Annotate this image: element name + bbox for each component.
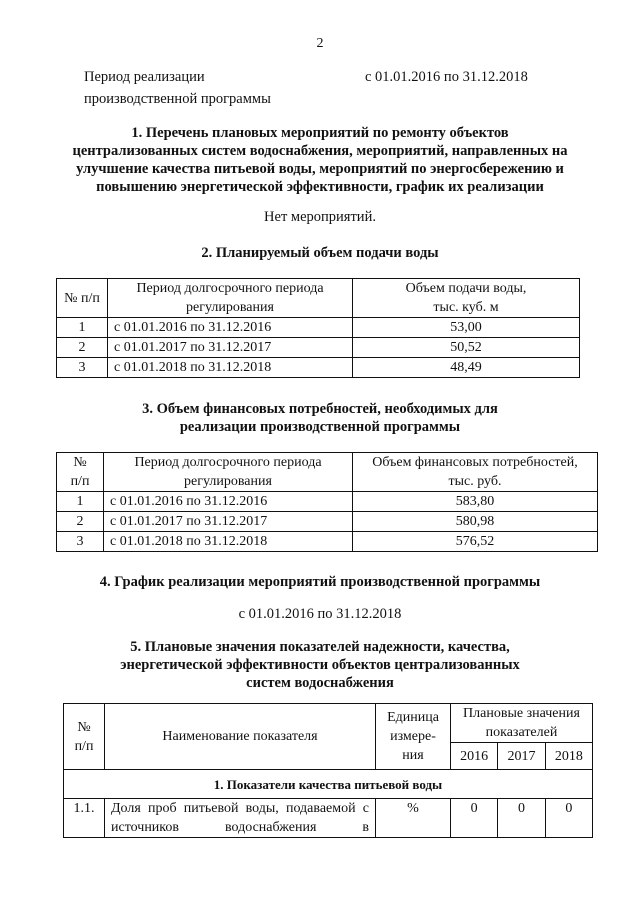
header-num: № п/п [57, 279, 108, 318]
section2-heading: 2. Планируемый объем подачи воды [201, 245, 439, 261]
table-row [57, 318, 580, 338]
row-value: 50,52 [353, 338, 580, 358]
table-row [57, 532, 598, 552]
header-num-line1: № [73, 455, 87, 470]
header-volume-line2: тыс. куб. м [433, 300, 499, 315]
row-name-line1: Доля проб питьевой воды, подаваемой с [111, 801, 369, 816]
financial-needs-table [56, 452, 598, 552]
group-row [64, 770, 593, 799]
section1-heading-line3: улучшение качества питьевой воды, мероприятий по энергосбережению и [76, 161, 564, 177]
section1-heading-line4: повышению энергетической эффективности, график их реализации [96, 179, 544, 195]
row-num: 2 [57, 338, 108, 358]
header-unit-line1: Единица [387, 710, 439, 725]
header-volume-line1: Объем подачи воды, [405, 281, 527, 296]
table-row [57, 492, 598, 512]
row-period: с 01.01.2016 по 31.12.2016 [108, 318, 353, 338]
header-planned [451, 704, 593, 743]
table-row [64, 799, 593, 838]
row-period: с 01.01.2018 по 31.12.2018 [104, 532, 353, 552]
row-value: 583,80 [353, 492, 598, 512]
table-row [57, 512, 598, 532]
row-unit: % [376, 799, 451, 838]
row-num: 1 [57, 492, 104, 512]
header-num [64, 704, 105, 770]
table-header-row [64, 704, 593, 743]
row-num: 3 [57, 358, 108, 378]
header-period [104, 453, 353, 492]
row-value-2016: 0 [451, 799, 498, 838]
period-label-line1: Период реализации [84, 69, 205, 85]
header-num-line1: № [77, 719, 91, 735]
row-num: 1.1. [64, 799, 105, 838]
header-name: Наименование показателя [105, 704, 376, 770]
header-year-2018: 2018 [545, 743, 592, 770]
period-label-line2: производственной программы [84, 91, 271, 107]
header-period [108, 279, 353, 318]
header-unit [376, 704, 451, 770]
header-period-line1: Период долгосрочного периода [134, 455, 322, 470]
header-num [57, 453, 104, 492]
row-period: с 01.01.2017 по 31.12.2017 [104, 512, 353, 532]
section3-heading-line2: реализации производственной программы [179, 419, 461, 435]
table-row [57, 338, 580, 358]
header-finance-line2: тыс. руб. [448, 474, 502, 489]
section1-heading-line2: централизованных систем водоснабжения, мероприятий, направленных на [72, 143, 568, 159]
header-year-2016: 2016 [451, 743, 498, 770]
header-unit-line2: измере- [390, 729, 436, 744]
group-title: 1. Показатели качества питьевой воды [64, 770, 593, 799]
row-value-2018: 0 [545, 799, 592, 838]
row-num: 3 [57, 532, 104, 552]
row-name-line2: источников водоснабжения в [111, 820, 369, 835]
section5-heading [30, 638, 610, 692]
header-num-line2: п/п [70, 474, 90, 489]
section4-heading: 4. График реализации мероприятий производственной программы [99, 574, 541, 590]
table-row [57, 358, 580, 378]
section3-heading [30, 400, 610, 436]
water-supply-table [56, 278, 580, 378]
table-header-row [57, 279, 580, 318]
indicators-table [63, 703, 593, 838]
header-period-line2: регулирования [184, 474, 272, 489]
row-value: 576,52 [353, 532, 598, 552]
period-value: с 01.01.2016 по 31.12.2018 [365, 69, 528, 85]
period-label [84, 66, 271, 110]
row-value: 48,49 [353, 358, 580, 378]
header-planned-line2: показателей [485, 725, 558, 740]
header-year-2017: 2017 [498, 743, 545, 770]
row-period: с 01.01.2017 по 31.12.2017 [108, 338, 353, 358]
header-period-line1: Период долгосрочного периода [136, 281, 324, 296]
section1-heading [30, 124, 610, 196]
row-value-2017: 0 [498, 799, 545, 838]
header-volume [353, 279, 580, 318]
row-value: 53,00 [353, 318, 580, 338]
row-value: 580,98 [353, 512, 598, 532]
header-num-line2: п/п [74, 738, 94, 754]
section5-heading-line1: 5. Плановые значения показателей надежности, качества, [130, 639, 510, 655]
table-header-row [57, 453, 598, 492]
section5-heading-line2: энергетической эффективности объектов централизованных [120, 657, 520, 673]
section1-heading-line1: 1. Перечень плановых мероприятий по ремонту объектов [131, 125, 509, 141]
header-period-line2: регулирования [186, 300, 274, 315]
header-finance-line1: Объем финансовых потребностей, [372, 455, 578, 470]
section4-period: с 01.01.2016 по 31.12.2018 [238, 606, 402, 622]
row-name [105, 799, 376, 838]
row-num: 1 [57, 318, 108, 338]
section5-heading-line3: систем водоснабжения [246, 675, 394, 691]
row-period: с 01.01.2018 по 31.12.2018 [108, 358, 353, 378]
section3-heading-line1: 3. Объем финансовых потребностей, необходимых для [142, 401, 498, 417]
header-finance [353, 453, 598, 492]
header-unit-line3: ния [402, 748, 424, 763]
row-num: 2 [57, 512, 104, 532]
header-planned-line1: Плановые значения [463, 706, 580, 721]
page-number: 2 [316, 36, 324, 51]
row-period: с 01.01.2016 по 31.12.2016 [104, 492, 353, 512]
section1-note: Нет мероприятий. [264, 209, 376, 225]
